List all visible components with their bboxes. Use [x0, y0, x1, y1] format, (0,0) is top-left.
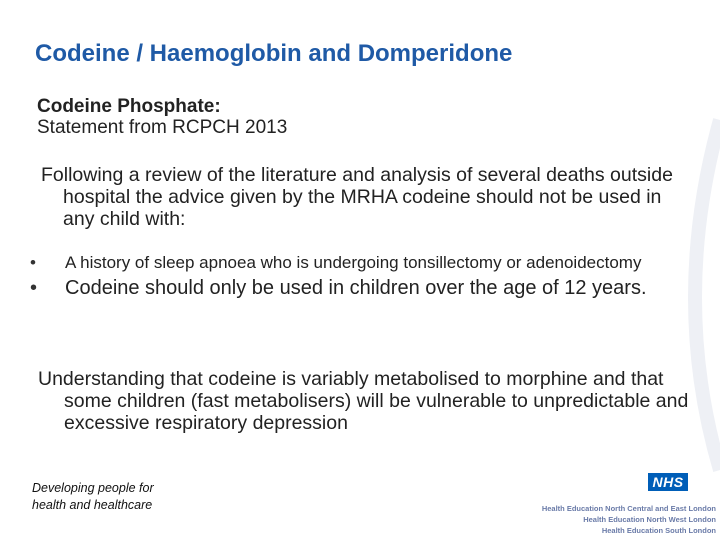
paragraph-understanding: Understanding that codeine is variably metabolised to morphine and that some children (fast metabolisers) will be vulnerable to unpredictable and excessive respiratory depression	[38, 368, 689, 434]
heading-bold: Codeine Phosphate:	[37, 96, 221, 117]
org-name: Health Education North West London	[583, 515, 716, 524]
section-heading	[37, 96, 287, 138]
page-title: Codeine / Haemoglobin and Domperidone	[35, 40, 513, 67]
bullet-text: Codeine should only be used in children over the age of 12 years.	[65, 277, 647, 299]
bullet-icon: •	[30, 253, 36, 272]
org-name: Health Education North Central and East London	[541, 504, 716, 513]
paragraph-review: Following a review of the literature and analysis of several deaths outside hospital the advice given by the MRHA codeine should not be used in any child with:	[41, 164, 673, 230]
footer-tagline	[32, 480, 154, 514]
tagline-line1: Developing people for	[32, 481, 154, 495]
nhs-logo: NHS	[648, 473, 688, 491]
org-name: Health Education South London	[601, 526, 716, 535]
bullet-text: A history of sleep apnoea who is undergoing tonsillectomy or adenoidectomy	[65, 253, 642, 272]
tagline-line2: health and healthcare	[32, 498, 153, 512]
organisation-list	[542, 503, 716, 536]
bullet-icon: •	[30, 277, 38, 299]
bullet-list	[30, 254, 680, 300]
list-item	[30, 254, 680, 271]
heading-subtitle: Statement from RCPCH 2013	[37, 117, 288, 138]
list-item	[30, 277, 680, 300]
